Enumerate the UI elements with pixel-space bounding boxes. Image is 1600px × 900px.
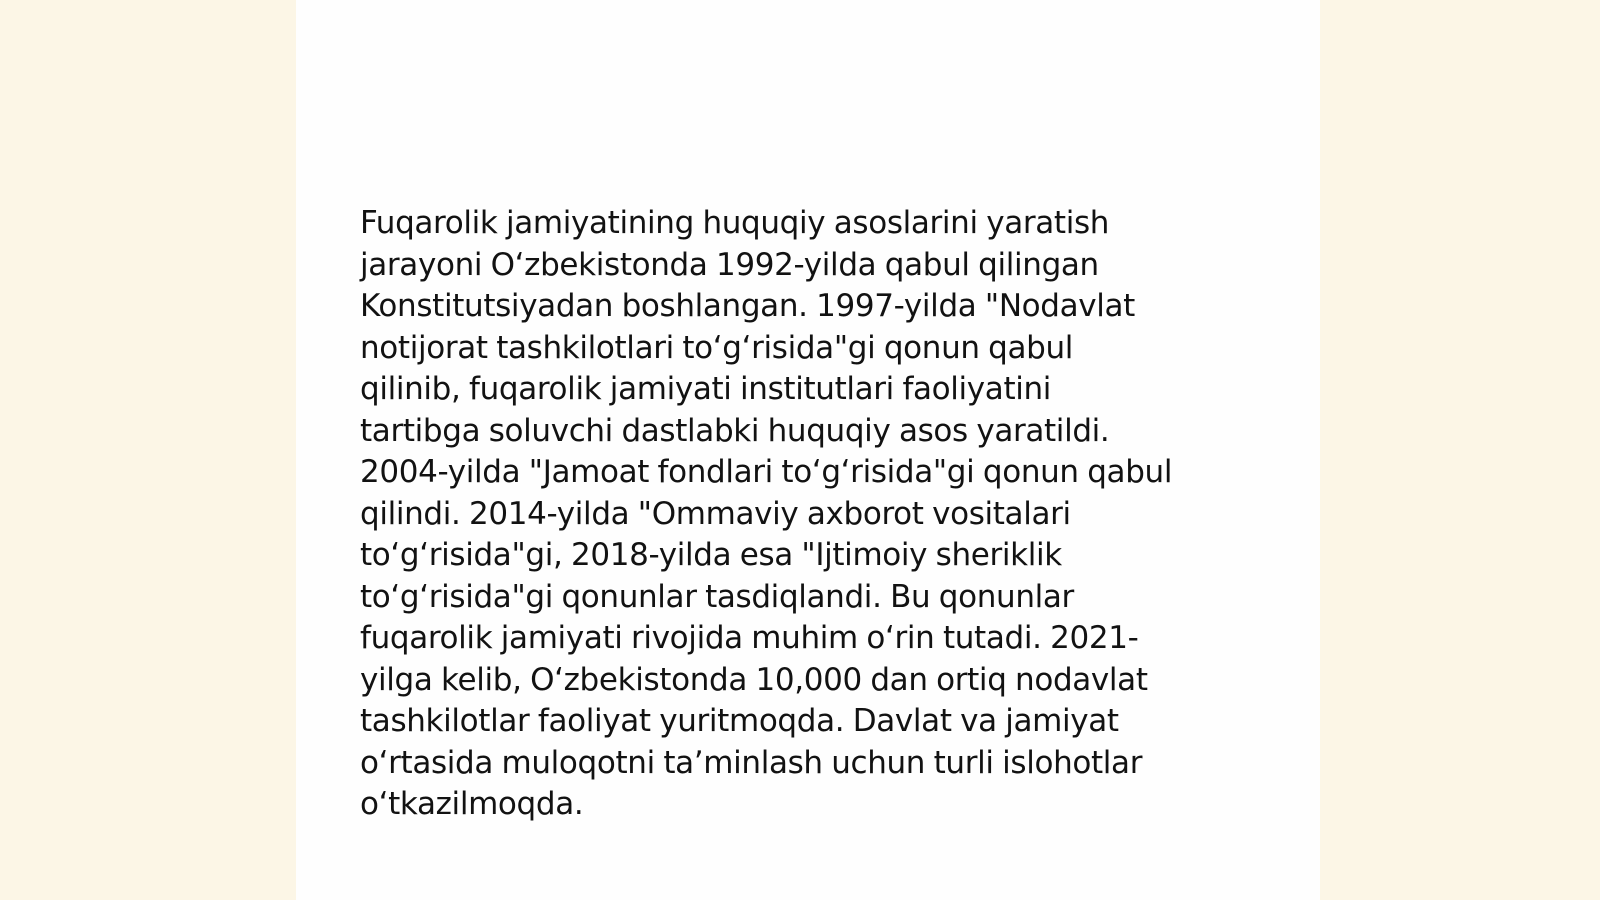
paragraph-line: qilindi. 2014-yilda "Ommaviy axborot vositalari [360, 495, 1071, 532]
paragraph-line: o‘rtasida muloqotni ta’minlash uchun turli islohotlar [360, 744, 1143, 781]
paragraph-line: Konstitutsiyadan boshlangan. 1997-yilda "Nodavlat [360, 288, 1135, 324]
paragraph-line: tashkilotlar faoliyat yuritmoqda. Davlat va jamiyat [360, 703, 1119, 739]
paragraph-line: 2004-yilda "Jamoat fondlari to‘g‘risida"gi qonun qabul [360, 454, 1173, 490]
paragraph-line: to‘g‘risida"gi, 2018-yilda esa "Ijtimoiy sheriklik [360, 537, 1062, 573]
paragraph-line: jarayoni O‘zbekistonda 1992-yilda qabul qilingan [360, 246, 1099, 283]
document-page [296, 0, 1320, 900]
paragraph-line: fuqarolik jamiyati rivojida muhim o‘rin tutadi. 2021- [360, 620, 1139, 656]
paragraph-line: tartibga soluvchi dastlabki huquqiy asos yaratildi. [360, 412, 1110, 449]
body-paragraph [360, 203, 1240, 826]
paragraph-line: o‘tkazilmoqda. [360, 786, 584, 822]
paragraph-line: qilinib, fuqarolik jamiyati institutlari faoliyatini [360, 371, 1052, 407]
paragraph-line: Fuqarolik jamiyatining huquqiy asoslarini yaratish [360, 205, 1110, 241]
paragraph-line: yilga kelib, O‘zbekistonda 10,000 dan ortiq nodavlat [360, 661, 1148, 698]
paragraph-line: to‘g‘risida"gi qonunlar tasdiqlandi. Bu qonunlar [360, 578, 1074, 615]
paragraph-line: notijorat tashkilotlari to‘g‘risida"gi qonun qabul [360, 329, 1074, 366]
